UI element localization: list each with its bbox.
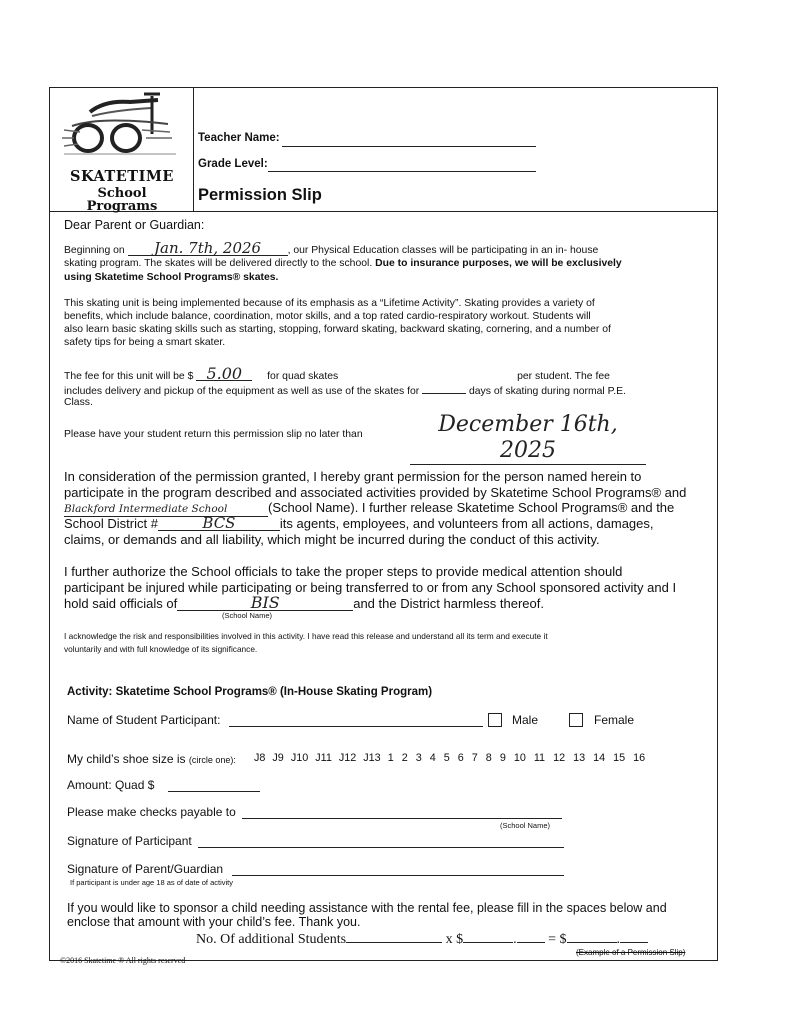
authorize-line3b: and the District harmless thereof. [353,596,544,611]
fee-line2 [64,382,626,398]
equals-dollar-label: = $ [548,932,567,947]
fee-line1 [64,364,610,383]
intro-line1 [64,239,716,257]
teacher-name-label: Teacher Name: [198,132,280,144]
parent-signature-note: If participant is under age 18 as of date of activity [70,878,234,887]
total-dollars-field[interactable] [567,930,617,943]
payable-field[interactable] [242,818,562,819]
shoe-size-option[interactable]: 4 [429,752,436,764]
greeting: Dear Parent or Guardian: [64,218,205,232]
consent-line5: claims, or demands and all liability, which might be incurred during the conduct of this activity. [64,532,600,547]
return-date[interactable]: December 16th, 2025 [410,412,646,465]
payable-label: Please make checks payable to [67,805,236,819]
acknowledge-text [64,630,716,656]
total-cents-field[interactable] [620,930,648,943]
shoe-size-option[interactable]: 2 [401,752,408,764]
unit-paragraph [64,297,716,349]
grade-level-field[interactable] [268,171,536,172]
shoe-size-option[interactable]: J10 [290,752,309,764]
amount-field[interactable] [168,791,260,792]
fee-prefix: The fee for this unit will be $ [64,371,194,382]
shoe-size-row [67,752,236,766]
shoe-size-option[interactable]: J9 [272,752,284,764]
female-label: Female [594,713,635,727]
acknowledge-line: voluntarily and with full knowledge of its significance. [64,644,258,654]
shoe-size-option[interactable]: 6 [457,752,464,764]
sponsor-line1: If you would like to sponsor a child needing assistance with the rental fee, please fill in the spaces below and [67,901,667,915]
consent-line4 [64,516,654,532]
sponsor-line2: enclose that amount with your child’s fee. Thank you. [67,915,361,929]
circle-one-label: (circle one): [188,755,236,765]
payable-under-label: (School Name) [500,821,551,830]
consent-line2: participate in the program described and associated activities provided by Skatetime School Programs® and [64,485,687,500]
shoe-size-option[interactable]: 11 [533,752,546,764]
page-title: Permission Slip [198,186,322,204]
shoe-size-option[interactable]: 15 [613,752,626,764]
intro-line2-bold: Due to insurance purposes, we will be exclusively [375,258,622,269]
student-name-field[interactable] [229,726,483,727]
unit-line: also learn basic skating skills such as starting, stopping, forward skating, backward skating, cornering, and a number of [64,324,611,335]
header-divider-vertical [193,88,194,211]
shoe-size-option[interactable]: J8 [254,752,266,764]
beginning-label: Beginning on [64,245,125,256]
male-label: Male [512,713,539,727]
female-checkbox[interactable] [569,713,583,727]
copyright: ©2016 Skatetime ® All rights reserved [60,956,186,965]
intro-line2 [64,257,622,270]
logo-line2: School Programs [86,185,158,214]
participant-signature-field[interactable] [198,847,564,848]
shoe-size-option[interactable]: 8 [485,752,492,764]
example-label: (Example of a Permission Slip) [576,948,686,957]
times-dollar-label: x $ [445,932,464,947]
authorize-line3a: hold said officials of [64,596,178,611]
unit-line: benefits, which include balance, coordination, motor skills, and a top rated cardio-respiratory workout. Students will [64,311,591,322]
district-field[interactable]: BCS [158,516,280,531]
fee-quad: for quad skates [267,371,339,382]
teacher-name-field[interactable] [282,146,536,147]
amount-label: Amount: Quad $ [67,778,155,792]
authorize-line2: participant be injured while participating or being transferred to or from any School sponsored activity and I [64,580,677,595]
fee-line2a: includes delivery and pickup of the equipment as well as use of the skates for [64,386,420,397]
grade-level-label: Grade Level: [198,158,268,170]
additional-students-row: No. Of additional Students x $ . = $ . [196,930,648,948]
price-cents-field[interactable] [517,930,545,943]
additional-students-label: No. Of additional Students [196,932,347,947]
fee-amount[interactable]: 5.00 [196,368,252,381]
consent-line1: In consideration of the permission granted, I hereby grant permission for the person named herein to [64,469,642,484]
shoe-size-option[interactable]: 1 [387,752,394,764]
fee-days-field[interactable] [422,382,466,394]
parent-signature-field[interactable] [232,875,564,876]
parent-signature-label: Signature of Parent/Guardian [67,862,224,876]
skate-logo-icon [60,90,180,170]
consent-line4-text: its agents, employees, and volunteers from all actions, damages, [279,516,654,531]
authorize-line3 [64,593,544,612]
participant-signature-label: Signature of Participant [67,834,192,848]
shoe-size-options [254,752,653,764]
authorize-line1: I further authorize the School officials to take the proper steps to provide medical attention should [64,564,623,579]
shoe-size-option[interactable]: J13 [363,752,381,764]
activity-label: Activity: Skatetime School Programs® (In-House Skating Program) [67,686,433,698]
unit-line: safety tips for being a smart skater. [64,337,226,348]
start-date[interactable]: Jan. 7th, 2026 [128,242,288,256]
consent-line3 [64,500,674,517]
shoe-size-option[interactable]: 10 [513,752,526,764]
logo-text [62,170,182,213]
fee-line2b: days of skating during normal P.E. [469,386,626,397]
intro-after-date: , our Physical Education classes will be participating in an in- house [287,245,599,256]
shoe-size-option[interactable]: 13 [573,752,586,764]
shoe-size-option[interactable]: 3 [415,752,422,764]
student-name-label: Name of Student Participant: [67,713,221,727]
intro-line3: using Skatetime School Programs® skates. [64,272,279,283]
fee-per-student: per student. The fee [517,371,610,382]
shoe-size-option[interactable]: J11 [315,752,332,764]
shoe-size-option[interactable]: 9 [499,752,506,764]
district-label: School District # [64,516,158,531]
shoe-size-option[interactable]: J12 [338,752,357,764]
acknowledge-line: I acknowledge the risk and responsibilities involved in this activity. I have read this release and understand all its term and execute it [64,631,548,641]
shoe-size-option[interactable]: 16 [633,752,646,764]
male-checkbox[interactable] [488,713,502,727]
shoe-size-label: My child’s shoe size is [67,752,186,766]
consent-line3-text: (School Name). I further release Skatetime School Programs® and the [268,500,675,515]
school-name-field[interactable]: Blackford Intermediate School [64,503,268,517]
return-text: Please have your student return this permission slip no later than [64,429,363,440]
additional-students-field[interactable] [346,930,442,943]
price-dollars-field[interactable] [463,930,513,943]
unit-line: This skating unit is being implemented because of its emphasis as a “Lifetime Activity”. Skating provides a variety of [64,298,595,309]
shoe-size-option[interactable]: 7 [471,752,478,764]
shoe-size-option[interactable]: 5 [443,752,450,764]
intro-line2-text: skating program. The skates will be delivered directly to the school. [64,258,373,269]
logo-line1: SKATETIME [70,168,174,185]
fee-line3: Class. [64,397,93,408]
officials-field[interactable]: BIS [177,596,353,611]
shoe-size-option[interactable]: 14 [593,752,606,764]
officials-under-label: (School Name) [222,611,273,620]
shoe-size-option[interactable]: 12 [553,752,566,764]
